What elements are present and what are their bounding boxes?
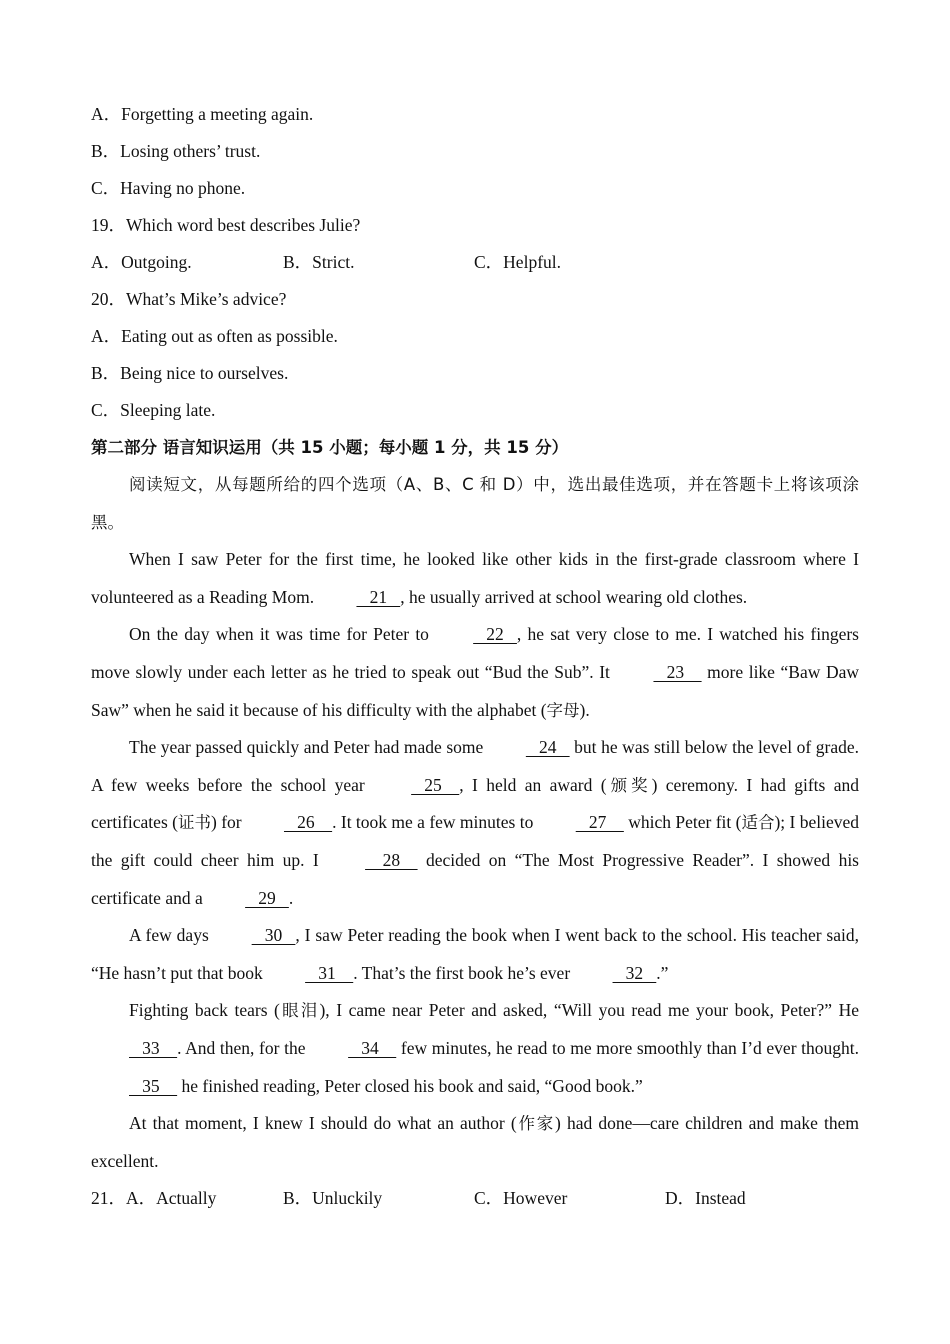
q20-question: 20．What’s Mike’s advice? (91, 289, 287, 309)
q20-option-a: A．Eating out as often as possible. (91, 326, 338, 346)
blank-34: 34 (348, 1037, 397, 1058)
passage-paragraph-5 (91, 992, 859, 1105)
passage-text: , I saw Peter reading the book when I went back to the school. His teacher said, “He hasn’t put that book (91, 925, 859, 983)
q21-options (91, 1180, 859, 1217)
q20-option-b: B．Being nice to ourselves. (91, 363, 289, 383)
blank-30: 30 (251, 925, 296, 946)
passage-text: . (288, 887, 294, 908)
blank-31: 31 (305, 962, 354, 983)
part2-heading-text: 第二部分 语言知识运用（共 15 小题；每小题 1 分，共 15 分） (91, 438, 569, 457)
passage-paragraph-6 (91, 1105, 859, 1180)
passage-paragraph-1 (91, 541, 859, 616)
passage-text: A few days (129, 925, 214, 946)
blank-24: 24 (525, 737, 570, 758)
q21-option-c: C．However (474, 1188, 568, 1209)
blank-32: 32 (612, 962, 657, 983)
q21-option-a: 21．A．Actually (91, 1188, 217, 1209)
gloss-text: 证书 (177, 813, 211, 833)
passage-text: .” (656, 962, 669, 983)
q19-option-c: C．Helpful. (474, 252, 562, 272)
gloss-text: 眼泪 (279, 1001, 320, 1021)
blank-25: 25 (411, 774, 460, 795)
passage-paragraph-2 (91, 616, 859, 729)
blank-28: 28 (365, 849, 418, 870)
passage-text: , he usually arrived at school wearing old clothes. (400, 586, 748, 607)
q20-option-c: C．Sleeping late. (91, 400, 216, 420)
q19-options (91, 244, 859, 281)
blank-27: 27 (575, 812, 624, 833)
exam-page (91, 96, 859, 1217)
q18-option-a: A．Forgetting a meeting again. (91, 104, 314, 124)
passage-text: . That’s the first book he’s ever (353, 962, 575, 983)
q19-option-a: A．Outgoing. (91, 252, 192, 272)
passage-text: ) had done—care children and make them excellent. (91, 1113, 860, 1171)
passage-text: but he was still below the level of grade. A few weeks before the school year (91, 737, 859, 795)
passage-text: On the day when it was time for Peter to (129, 624, 436, 645)
passage-text: , he sat very close to me. I watched his fingers move slowly under each letter as he tried to speak out “Bud the Sub”. It (91, 624, 859, 682)
q19-option-b: B．Strict. (283, 252, 355, 272)
passage-text: . It took me a few minutes to (332, 812, 538, 833)
part2-instruction-text: 阅读短文，从每题所给的四个选项（A、B、C 和 D）中，选出最佳选项，并在答题卡上将该项涂黑。 (91, 475, 859, 532)
passage-text: ) for (210, 812, 246, 833)
passage-text: The year passed quickly and Peter had made some (129, 737, 488, 758)
q21-option-d: D．Instead (665, 1188, 746, 1209)
blank-22: 22 (473, 624, 517, 645)
passage-text: ), I came near Peter and asked, “Will you read me your book, Peter?” He (319, 1000, 859, 1021)
passage-text: few minutes, he read to me more smoothly than I’d ever thought. (396, 1037, 859, 1058)
blank-21: 21 (356, 586, 401, 607)
q18-option-c: C．Having no phone. (91, 178, 246, 198)
gloss-text: 颁奖 (606, 775, 652, 795)
part2-heading (91, 429, 859, 466)
passage-text: When I saw Peter for the first time, he looked like other kids in the first-grade classroom where I volunteered as a Reading Mom. (91, 549, 859, 607)
passage-text: more like “Baw Daw Saw” when he said it because of his difficulty with the alphabet ( (91, 661, 859, 720)
blank-23: 23 (653, 661, 702, 682)
passage-paragraph-3 (91, 729, 859, 917)
passage-text: . And then, for the (177, 1037, 311, 1058)
passage-text: ) ceremony. I had gifts and certificates ( (91, 774, 859, 833)
part2-instruction (91, 466, 859, 541)
passage-paragraph-4 (91, 917, 859, 992)
blank-33: 33 (129, 1037, 178, 1058)
passage-text: Fighting back tears ( (129, 1000, 280, 1021)
q21-option-b: B．Unluckily (283, 1188, 383, 1209)
passage-text: ); I believed the gift could cheer him up. I (91, 812, 860, 870)
passage-text: he finished reading, Peter closed his book and said, “Good book.” (177, 1075, 643, 1096)
gloss-text: 作家 (516, 1114, 555, 1134)
passage-text: ). (579, 699, 590, 720)
gloss-text: 字母 (546, 700, 580, 720)
passage-text: which Peter fit ( (623, 812, 742, 833)
passage-text: decided on “The Most Progressive Reader”. I showed his certificate and a (91, 849, 859, 908)
q18-option-b: B．Losing others’ trust. (91, 141, 261, 161)
blank-26: 26 (283, 812, 333, 833)
blank-29: 29 (245, 887, 289, 908)
passage-text: , I held an award ( (459, 774, 607, 795)
gloss-text: 适合 (741, 813, 775, 833)
passage-text: At that moment, I knew I should do what an author ( (129, 1113, 517, 1134)
q19-question: 19．Which word best describes Julie? (91, 215, 361, 235)
blank-35: 35 (129, 1075, 178, 1096)
